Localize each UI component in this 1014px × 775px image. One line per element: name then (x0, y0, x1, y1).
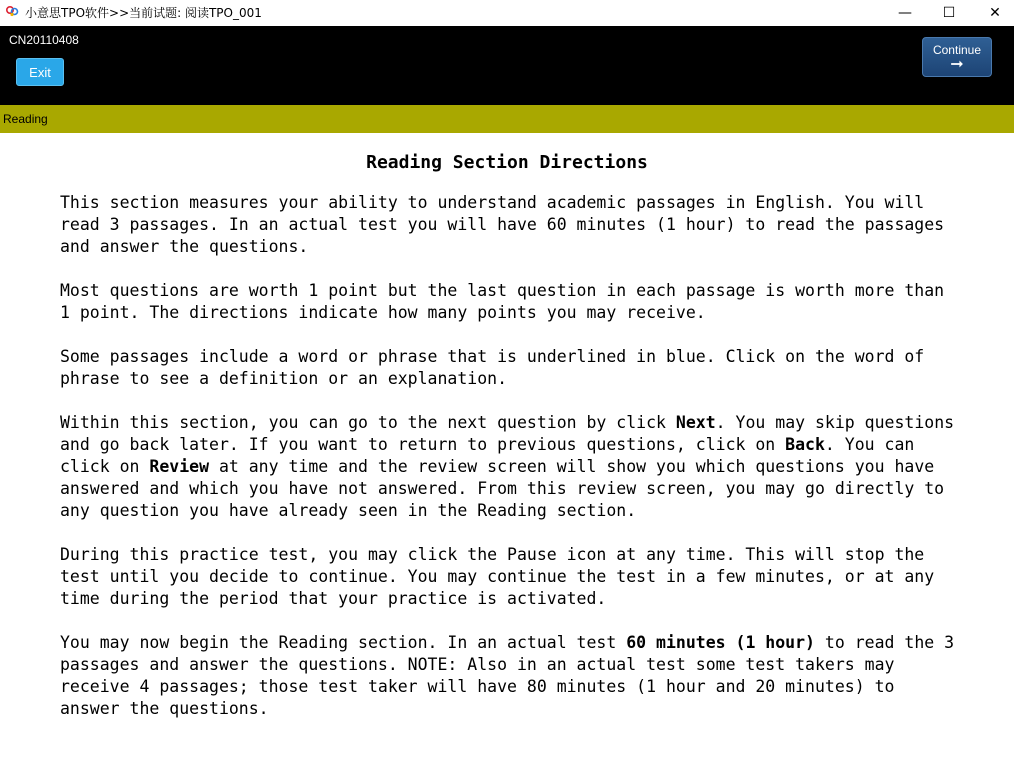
maximize-button[interactable] (926, 0, 972, 26)
review-keyword: Review (149, 457, 210, 476)
nav-text: at any time and the review screen will show you which questions you have answered and which you have not answered. From this review screen, you may go directly to any question you have already seen in the Reading section. (60, 457, 945, 520)
close-button[interactable] (972, 0, 1014, 26)
directions-body (60, 192, 960, 742)
paragraph-intro: This section measures your ability to understand academic passages in English. You will read 3 passages. In an actual test you will have 60 minutes (1 hour) to read the passages and answer the questions. (60, 193, 945, 256)
paragraph-navigation (60, 412, 960, 522)
minimize-button[interactable] (882, 0, 928, 26)
arrow-right-icon: ➞ (950, 55, 964, 73)
continue-button[interactable] (922, 37, 992, 77)
test-id-label: CN20110408 (9, 33, 79, 47)
test-header (0, 26, 1014, 105)
paragraph-glossary: Some passages include a word or phrase that is underlined in blue. Click on the word of phrase to see a definition or an explanation. (60, 347, 925, 388)
minimize-icon: — (898, 5, 912, 21)
page-title: Reading Section Directions (366, 152, 648, 173)
exit-button[interactable]: Exit (16, 58, 64, 86)
window-titlebar (0, 0, 1014, 26)
time-keyword: 60 minutes (1 hour) (626, 633, 815, 652)
close-icon: ✕ (989, 5, 1001, 21)
paragraph-points: Most questions are worth 1 point but the last question in each passage is worth more than 1 point. The directions indicate how many points you may receive. (60, 281, 945, 322)
back-keyword: Back (785, 435, 825, 454)
paragraph-pause: During this practice test, you may click the Pause icon at any time. This will stop the test until you decide to continue. You may continue the test in a few minutes, or at any time during the period that your practice is activated. (60, 545, 935, 608)
continue-label: Continue (932, 42, 982, 57)
window-title: 小意思TPO软件>>当前试题: 阅读TPO_001 (25, 6, 262, 20)
maximize-icon: ☐ (942, 5, 956, 21)
begin-text: You may now begin the Reading section. In an actual test (60, 633, 627, 652)
nav-text: . You can click on (60, 435, 915, 476)
nav-text: Within this section, you can go to the next question by click (60, 413, 676, 432)
directions-panel (0, 133, 1014, 775)
section-bar (0, 105, 1014, 133)
paragraph-begin (60, 632, 960, 720)
nav-text: . You may skip questions and go back later. If you want to return to previous questions, click on (60, 413, 955, 454)
begin-text: to read the 3 passages and answer the questions. NOTE: Also in an actual test some test takers may receive 4 passages; those test taker will have 80 minutes (1 hour and 20 minutes) to answer the questions. (60, 633, 955, 718)
next-keyword: Next (675, 413, 716, 432)
app-logo-icon (5, 4, 19, 18)
section-label: Reading (3, 112, 48, 126)
